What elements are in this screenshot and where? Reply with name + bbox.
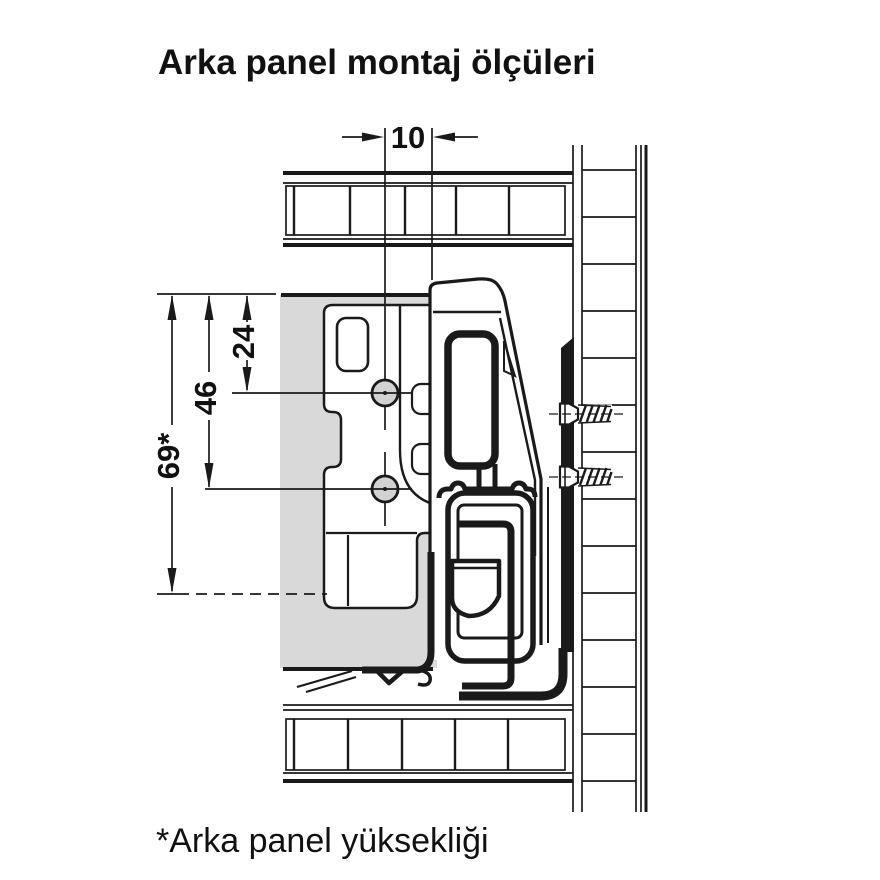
bottom-panel-section: [283, 705, 573, 781]
dimension-10-label: 10: [390, 120, 426, 155]
euro-screw-top: [549, 404, 625, 425]
dimension-10: [342, 120, 478, 280]
roller-wheel: [452, 561, 499, 616]
bracket-top-slot: [337, 318, 368, 371]
rail-mounting-flange: [561, 337, 574, 652]
dimension-24-label: 24: [226, 324, 261, 360]
drawer-rail-profile: [430, 279, 563, 696]
euro-screw-bottom: [549, 467, 625, 488]
dimension-46-label: 46: [188, 380, 223, 416]
page-title: Arka panel montaj ölçüleri: [158, 43, 596, 82]
rail-slot: [448, 334, 495, 466]
footnote: *Arka panel yüksekliği: [156, 822, 489, 860]
dimension-69-label: 69*: [151, 432, 186, 480]
roller-housing: [439, 483, 535, 686]
top-panel-section: [283, 173, 573, 245]
